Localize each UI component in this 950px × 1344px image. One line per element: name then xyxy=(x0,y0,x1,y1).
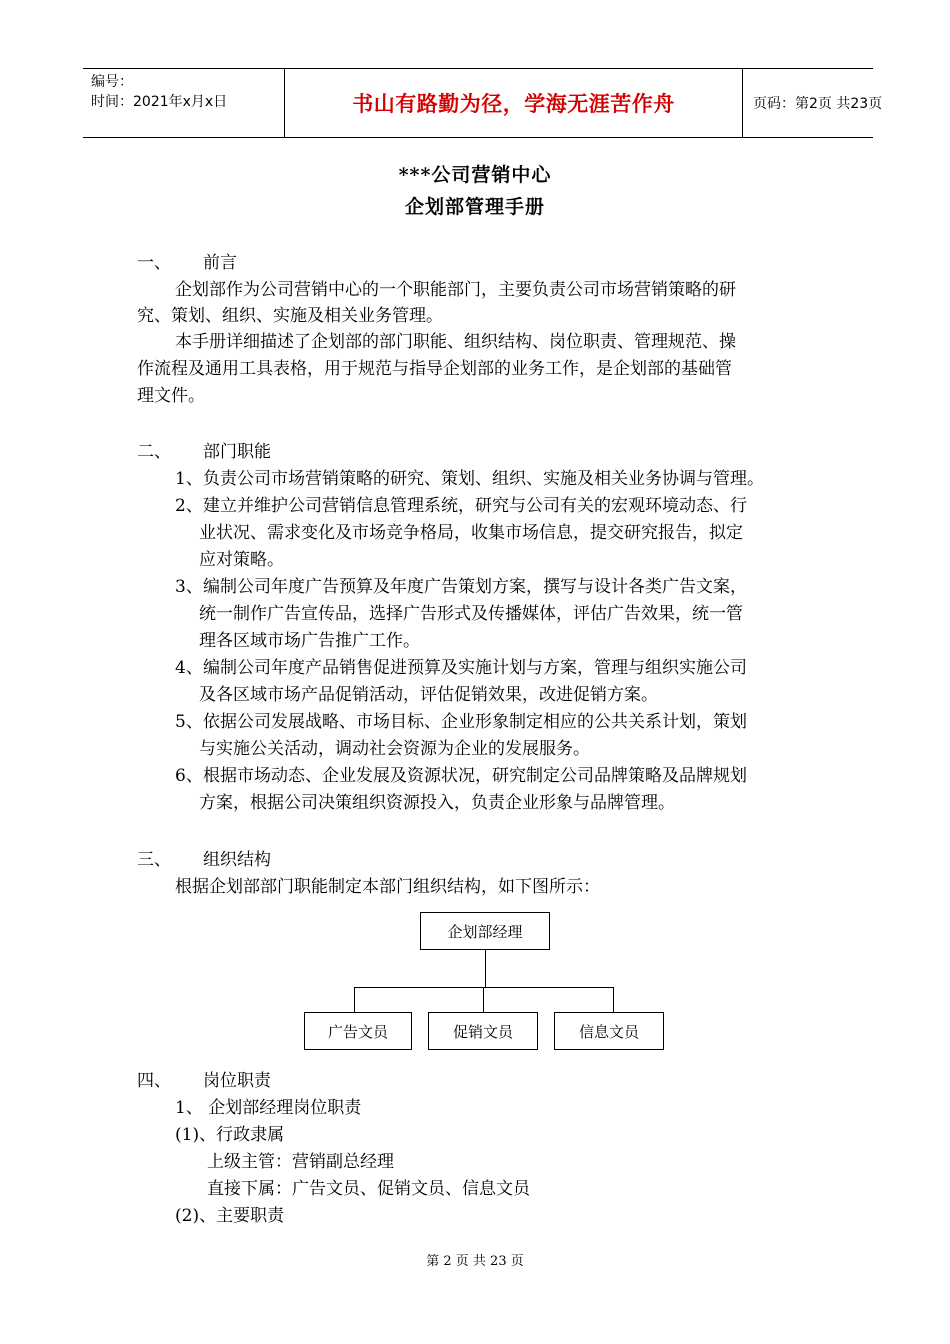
list-item-line: 负责公司市场营销策略的研究、策划、组织、实施及相关业务协调与管理。 xyxy=(203,469,764,489)
subordinates-line: 直接下属：广告文员、促销文员、信息文员 xyxy=(207,1179,530,1199)
org-box-promo-clerk: 促销文员 xyxy=(428,1012,538,1050)
list-item-line: 应对策略。 xyxy=(199,550,284,570)
doc-time: 时间：2021年x月x日 xyxy=(91,94,228,110)
paragraph-line: 作流程及通用工具表格，用于规范与指导企划部的业务工作，是企划部的基础管 xyxy=(137,359,732,379)
doc-title-line2: 企划部管理手册 xyxy=(404,196,545,218)
org-connector-horizontal xyxy=(354,987,614,988)
list-item-line: 依据公司发展战略、市场目标、企业形象制定相应的公共关系计划，策划 xyxy=(203,712,747,732)
section-4-number: 四、 xyxy=(137,1071,171,1091)
list-item-number: 1、 xyxy=(175,469,203,489)
list-item-line: 建立并维护公司营销信息管理系统，研究与公司有关的宏观环境动态、行 xyxy=(203,496,747,516)
paragraph-line: 理文件。 xyxy=(137,386,205,406)
section-2-heading: 部门职能 xyxy=(203,442,271,462)
subsection-heading: (2)、主要职责 xyxy=(175,1206,285,1226)
list-item-number: 5、 xyxy=(175,712,203,732)
section-1-heading: 前言 xyxy=(203,253,237,273)
org-connector-drop xyxy=(483,987,484,1012)
list-item-line: 及各区域市场产品促销活动，评估促销效果，改进促销方案。 xyxy=(199,685,658,705)
org-box-manager: 企划部经理 xyxy=(420,912,550,950)
list-item-number: 2、 xyxy=(175,496,203,516)
header-motto: 书山有路勤为径，学海无涯苦作舟 xyxy=(352,92,675,116)
section-3-heading: 组织结构 xyxy=(203,850,271,870)
doc-code-label: 编号： xyxy=(91,74,133,90)
org-box-info-clerk: 信息文员 xyxy=(554,1012,664,1050)
paragraph-line: 本手册详细描述了企划部的部门职能、组织结构、岗位职责、管理规范、操 xyxy=(175,332,736,352)
list-item-number: 6、 xyxy=(175,766,203,786)
paragraph-line: 根据企划部部门职能制定本部门组织结构，如下图所示： xyxy=(175,877,600,897)
list-item-line: 根据市场动态、企业发展及资源状况，研究制定公司品牌策略及品牌规划 xyxy=(203,766,747,786)
list-item-line: 编制公司年度产品销售促进预算及实施计划与方案，管理与组织实施公司 xyxy=(203,658,747,678)
page-footer: 第 2 页 共 23 页 xyxy=(426,1254,524,1269)
paragraph-line: 企划部作为公司营销中心的一个职能部门，主要负责公司市场营销策略的研 xyxy=(175,280,736,300)
list-item-number: 3、 xyxy=(175,577,203,597)
list-item-line: 与实施公关活动，调动社会资源为企业的发展服务。 xyxy=(199,739,590,759)
section-2-number: 二、 xyxy=(137,442,171,462)
list-item-line: 业状况、需求变化及市场竞争格局，收集市场信息，提交研究报告，拟定 xyxy=(199,523,743,543)
list-item-number: 4、 xyxy=(175,658,203,678)
section-4-heading: 岗位职责 xyxy=(203,1071,271,1091)
page-header xyxy=(83,68,883,138)
subsection-heading: 1、 企划部经理岗位职责 xyxy=(175,1098,362,1118)
list-item-line: 方案，根据公司决策组织资源投入，负责企业形象与品牌管理。 xyxy=(199,793,675,813)
org-box-ad-clerk: 广告文员 xyxy=(304,1012,412,1050)
header-left-cell xyxy=(83,69,283,137)
list-item-line: 理各区域市场广告推广工作。 xyxy=(199,631,420,651)
section-3-number: 三、 xyxy=(137,850,171,870)
superior-line: 上级主管：营销副总经理 xyxy=(207,1152,394,1172)
section-1-number: 一、 xyxy=(137,253,171,273)
org-connector-drop xyxy=(613,987,614,1012)
subsection-heading: (1)、行政隶属 xyxy=(175,1125,285,1145)
doc-title-line1: ***公司营销中心 xyxy=(398,164,552,186)
header-page-info: 页码：第2页 共23页 xyxy=(753,96,883,112)
org-connector-drop xyxy=(354,987,355,1012)
org-connector-vertical xyxy=(485,949,486,987)
list-item-line: 统一制作广告宣传品，选择广告形式及传播媒体，评估广告效果，统一管 xyxy=(199,604,743,624)
list-item-line: 编制公司年度广告预算及年度广告策划方案，撰写与设计各类广告文案， xyxy=(203,577,747,597)
paragraph-line: 究、策划、组织、实施及相关业务管理。 xyxy=(137,306,443,326)
header-motto-cell xyxy=(284,69,743,137)
